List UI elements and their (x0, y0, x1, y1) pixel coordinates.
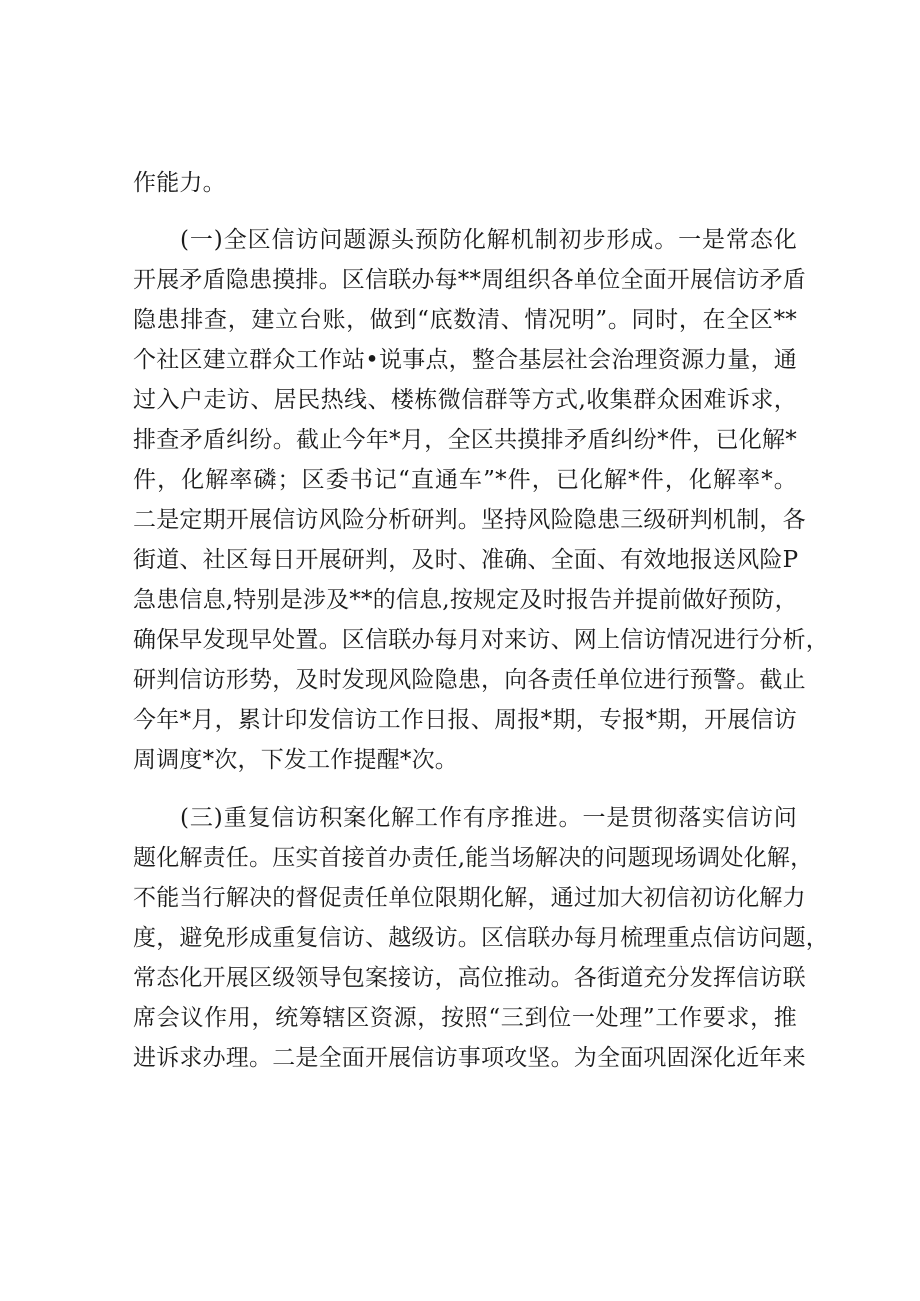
section-heading-line: (一)全区信访问题源头预防化解机制初步形成。一是常态化 (180, 227, 797, 253)
text-line: 题化解责任。压实首接首办责任,能当场解决的问题现场调处化解， (133, 845, 814, 871)
text-line: 个社区建立群众工作站•说事点，整合基层社会治理资源力量，通 (133, 347, 797, 373)
text-line: 开展矛盾隐患摸排。区信联办每**周组织各单位全面开展信访矛盾 (133, 267, 806, 293)
text-line: 二是定期开展信访风险分析研判。坚持风险隐患三级研判机制，各 (133, 507, 806, 533)
text-line: 作能力。 (133, 170, 226, 196)
text-line: 街道、社区每日开展研判，及时、准确、全面、有效地报送风险P (133, 547, 799, 573)
text-line: 急患信息,特别是涉及**的信息,按规定及时报告并提前做好预防， (133, 587, 798, 613)
text-line: 进诉求办理。二是全面开展信访事项攻坚。为全面巩固深化近年来 (133, 1045, 806, 1071)
text-line: 排查矛盾纠纷。截止今年*月，全区共摸排矛盾纠纷*件，已化解* (133, 427, 797, 453)
text-line: 周调度*次，下发工作提醒*次。 (133, 747, 458, 773)
text-line: 过入户走访、居民热线、楼栋微信群等方式,收集群众困难诉求， (133, 387, 797, 413)
text-line: 席会议作用，统筹辖区资源，按照“三到位一处理”工作要求，推 (133, 1005, 797, 1031)
text-line: 件，化解率磷；区委书记“直通车”*件，已化解*件，化解率*。 (133, 467, 797, 493)
text-line: 常态化开展区级领导包案接访，高位推动。各街道充分发挥信访联 (133, 965, 806, 991)
text-line: 今年*月，累计印发信访工作日报、周报*期，专报*期，开展信访 (133, 707, 797, 733)
text-line: 确保早发现早处置。区信联办每月对来访、网上信访情况进行分析， (133, 627, 829, 653)
text-line: 不能当行解决的督促责任单位限期化解，通过加大初信初访化解力 (133, 885, 806, 911)
text-line: 隐患排查，建立台账，做到“底数清、情况明”。同时，在全区** (133, 307, 797, 333)
section-heading-line: (三)重复信访积案化解工作有序推进。一是贯彻落实信访问 (180, 805, 797, 831)
text-line: 研判信访形势，及时发现风险隐患，向各责任单位进行预警。截止 (133, 667, 806, 693)
text-line: 度，避免形成重复信访、越级访。区信联办每月梳理重点信访问题， (133, 925, 829, 951)
